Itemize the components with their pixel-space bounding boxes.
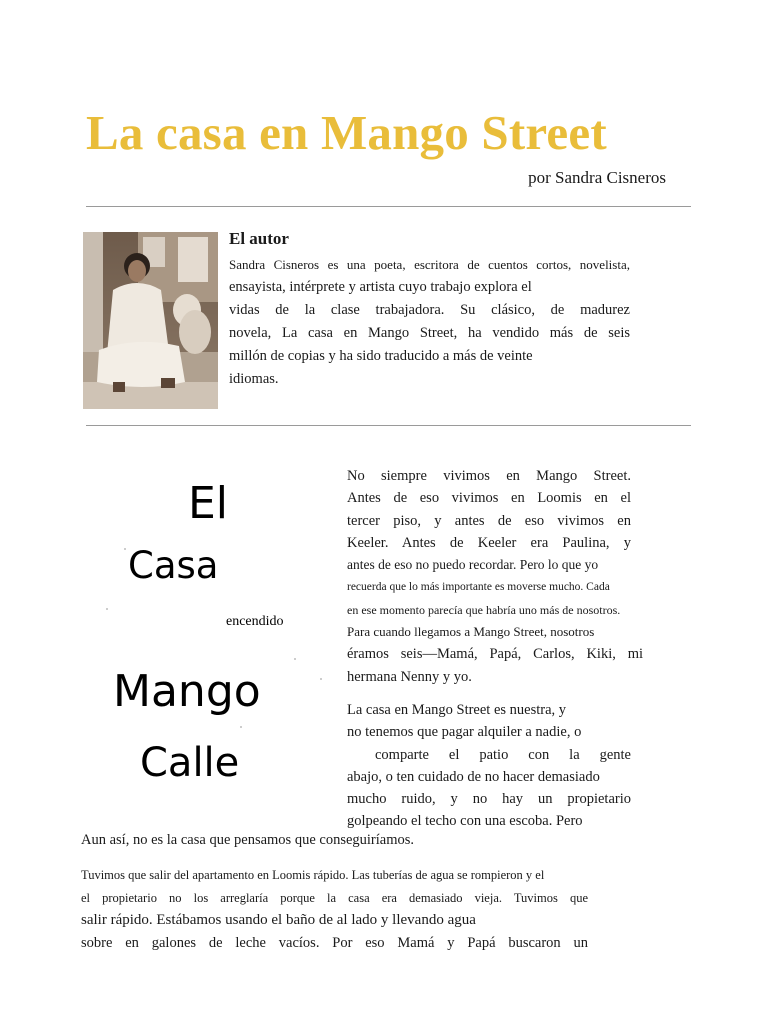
story-line: La casa en Mango Street es nuestra, y: [347, 702, 567, 718]
speck: [124, 548, 126, 550]
story-line: Antes de eso vivimos en Loomis en el: [347, 490, 631, 507]
story-line: el propietario no los arreglaría porque la casa era demasiado vieja. Tuvimos que: [81, 890, 588, 905]
book-title-art: [100, 468, 330, 798]
bio-line: ensayista, intérprete y artista cuyo trabajo explora el: [229, 279, 532, 295]
story-line: recuerda que lo más importante es moverse mucho. Cada: [347, 581, 610, 594]
story-line: antes de eso no puedo recordar. Pero lo que yo: [347, 557, 599, 573]
title-art-line: El: [188, 478, 229, 529]
story-line: abajo, o ten cuidado de no hacer demasiado: [347, 768, 600, 785]
document-title: La casa en Mango Street: [86, 105, 607, 160]
author-heading: El autor: [229, 229, 289, 248]
author-byline: por Sandra Cisneros: [528, 168, 666, 187]
story-line: éramos seis—Mamá, Papá, Carlos, Kiki, mi: [347, 646, 643, 663]
author-bio: [229, 253, 630, 391]
speck: [106, 608, 108, 610]
story-line: Tuvimos que salir del apartamento en Loomis rápido. Las tuberías de agua se rompieron y el: [81, 868, 545, 882]
story-line: golpeando el techo con una escoba. Pero: [347, 813, 583, 830]
bio-line: vidas de la clase trabajadora. Su clásico, de madurez: [229, 302, 630, 318]
bio-line: millón de copias y ha sido traducido a más de veinte: [229, 348, 533, 364]
story-line: Para cuando llegamos a Mango Street, nosotros: [347, 624, 595, 640]
speck: [320, 678, 322, 680]
bio-line: idiomas.: [229, 371, 279, 387]
story-paragraph: [347, 465, 643, 688]
story-line: salir rápido. Estábamos usando el baño de al lado y llevando agua: [81, 912, 476, 928]
story-line: Aun así, no es la casa que pensamos que conseguiríamos.: [81, 832, 415, 848]
author-photo: [83, 232, 218, 409]
speck: [240, 726, 242, 728]
story-line: mucho ruido, y no hay un propietario: [347, 791, 631, 808]
title-art-line: Mango: [113, 666, 261, 717]
story-paragraph: [347, 699, 631, 833]
story-line: comparte el patio con la gente: [375, 746, 631, 763]
story-line: Keeler. Antes de Keeler era Paulina, y: [347, 534, 631, 551]
story-line: No siempre vivimos en Mango Street.: [347, 468, 631, 484]
divider: [86, 425, 691, 426]
story-line: en ese momento parecía que habría uno más de nosotros.: [347, 602, 621, 617]
speck: [294, 658, 296, 660]
story-line: no tenemos que pagar alquiler a nadie, o: [347, 724, 582, 741]
bio-line: novela, La casa en Mango Street, ha vendido más de seis: [229, 325, 630, 341]
divider: [86, 206, 691, 207]
title-art-line: Calle: [140, 740, 240, 786]
story-line: hermana Nenny y yo.: [347, 668, 472, 685]
story-line: sobre en galones de leche vacíos. Por eso Mamá y Papá buscaron un: [81, 934, 588, 951]
story-line: tercer piso, y antes de eso vivimos en: [347, 512, 631, 529]
story-paragraph: [81, 864, 588, 954]
bio-line: Sandra Cisneros es una poeta, escritora de cuentos cortos, novelista,: [229, 257, 630, 272]
title-art-line: encendido: [226, 614, 284, 629]
title-art-line: Casa: [128, 544, 219, 587]
